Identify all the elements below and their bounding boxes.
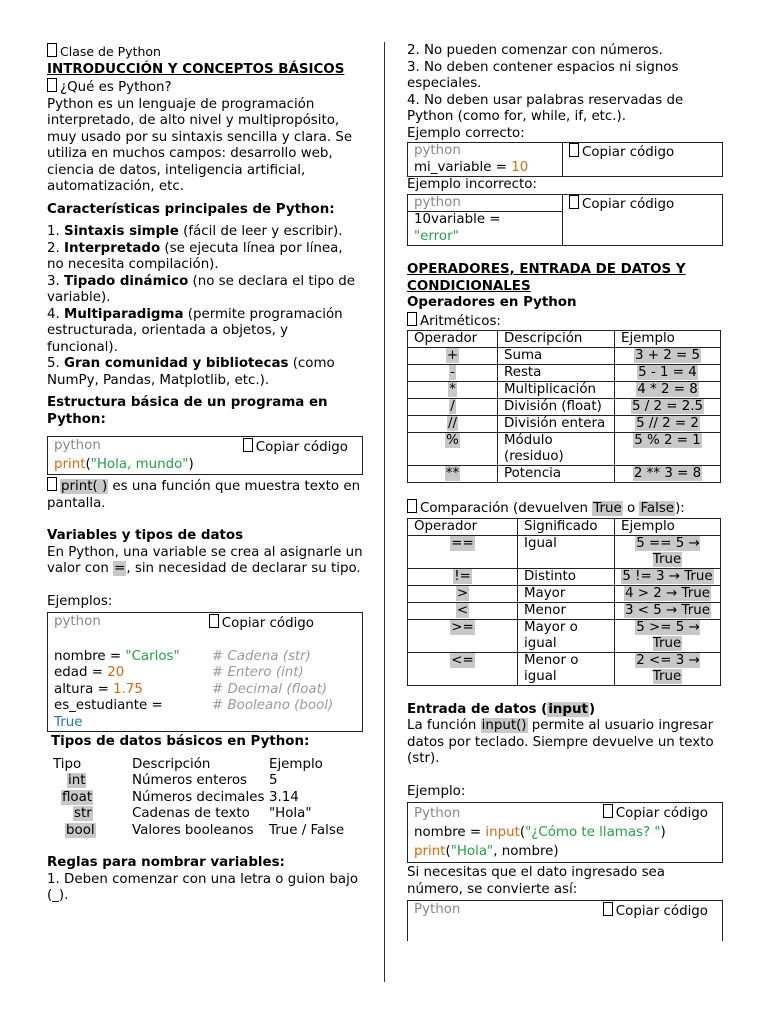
- code-block-convert: [407, 900, 723, 941]
- snake-icon: [47, 78, 57, 92]
- intro-question: ¿Qué es Python?: [47, 78, 363, 97]
- arithmetic-table: Operador Descripción Ejemplo + Suma 3 + 2 = 5 - Resta 5 - 1 = 4 * Multiplicación 4 * 2 = 8 / División (float) 5 / 2 = 2.5 // División entera 5 // 2 = 2 % Módulo (residuo) 5 % 2 = 1 ** Potencia 2 ** 3 = 8: [407, 330, 721, 483]
- copy-code-button[interactable]: Copiar código: [603, 902, 716, 921]
- convert-text: Si necesitas que el dato ingresado sea número, se convierte así:: [407, 865, 665, 897]
- structure-heading: Estructura básica de un programa en Python:: [47, 395, 328, 427]
- book-icon: [47, 43, 57, 57]
- operators-subheading: Operadores en Python: [407, 295, 577, 310]
- variables-heading: Variables y tipos de datos: [47, 528, 244, 543]
- features-list: [47, 224, 363, 389]
- rule-item: 3. No deben contener espacios ni signos especiales.: [407, 59, 679, 91]
- print-note: print( ) es una función que muestra texto en pantalla.: [47, 479, 361, 511]
- code-block-hello: python Copiar código print("Hola, mundo"): [47, 436, 363, 475]
- copy-icon: [569, 195, 579, 209]
- right-column: [407, 43, 723, 943]
- code-block-variables: python Copiar código nombre = "Carlos" # Cadena (str) edad = 20 # Entero (int) altura = 1.75 # Decimal (float) es_estudiante = True # Booleano (bool): [47, 612, 363, 732]
- arithmetic-label: Aritméticos:: [407, 312, 723, 331]
- variables-text: En Python, una variable se crea al asignarle un valor con =, sin necesidad de declarar su tipo.: [47, 544, 363, 576]
- copy-code-button[interactable]: Copiar código: [209, 614, 356, 633]
- code-language: Python: [414, 806, 461, 821]
- table-row: % Módulo (residuo) 5 % 2 = 1: [408, 433, 721, 466]
- table-row: < Menor 3 < 5 → True: [408, 602, 721, 619]
- table-row: == Igual 5 == 5 → True: [408, 535, 721, 568]
- code-language: python: [54, 614, 101, 629]
- table-row: ** Potencia 2 ** 3 = 8: [408, 466, 721, 483]
- input-text: La función input() permite al usuario ingresar datos por teclado. Siempre devuelve un texto (str).: [407, 718, 714, 766]
- copy-icon: [603, 902, 613, 916]
- search-icon: [407, 499, 417, 513]
- types-table: Tipo Descripción Ejemplo int Números enteros 5 float Números decimales 3.14 str Cadenas de texto "Hola" bool Valores booleanos True / False: [53, 756, 345, 838]
- feature-item: 2. Interpretado (se ejecuta línea por línea, no necesita compilación).: [47, 240, 343, 272]
- table-row: > Mayor 4 > 2 → True: [408, 585, 721, 602]
- table-row: * Multiplicación 4 * 2 = 8: [408, 382, 721, 399]
- table-row: != Distinto 5 != 3 → True: [408, 568, 721, 585]
- feature-item: 1. Sintaxis simple (fácil de leer y escribir).: [47, 224, 343, 239]
- table-row: <= Menor o igual 2 <= 3 → True: [408, 652, 721, 685]
- input-example-label: Ejemplo:: [407, 783, 466, 799]
- comparison-table: Operador Significado Ejemplo == Igual 5 == 5 → True != Distinto 5 != 3 → True > Mayor 4 > 2 → True < Menor 3 < 5 → True >= Mayor o igual 5 >= 5 → True <= Menor o igual 2 <= 3 → True: [407, 518, 721, 686]
- table-row: // División entera 5 // 2 = 2: [408, 416, 721, 433]
- copy-code-button[interactable]: Copiar código: [243, 438, 356, 457]
- copy-code-button[interactable]: Copiar código: [569, 145, 674, 160]
- intro-heading: INTRODUCCIÓN Y CONCEPTOS BÁSICOS: [47, 61, 345, 77]
- table-row: - Resta 5 - 1 = 4: [408, 365, 721, 382]
- operators-heading: OPERADORES, ENTRADA DE DATOS Y CONDICIONALES: [407, 262, 686, 294]
- rule-item: 1. Deben comenzar con una letra o guion bajo (_).: [47, 871, 359, 903]
- copy-icon: [209, 614, 219, 628]
- copy-icon: [243, 438, 253, 452]
- input-heading: Entrada de datos (input): [407, 701, 596, 717]
- feature-item: 3. Tipado dinámico (no se declara el tipo de variable).: [47, 273, 356, 305]
- correct-example-label: Ejemplo correcto:: [407, 125, 525, 141]
- rule-item: 2. No pueden comenzar con números.: [407, 43, 663, 58]
- code-language: Python: [414, 902, 461, 917]
- calc-icon: [407, 312, 417, 326]
- incorrect-example-label: Ejemplo incorrecto:: [407, 177, 537, 192]
- types-heading: Tipos de datos básicos en Python:: [51, 734, 310, 749]
- code-block-correct: python mi_variable = 10 Copiar código: [407, 142, 723, 177]
- table-row: / División (float) 5 / 2 = 2.5: [408, 399, 721, 416]
- copy-icon: [603, 804, 613, 818]
- pin-icon: [47, 477, 57, 491]
- table-row: + Suma 3 + 2 = 5: [408, 348, 721, 365]
- copy-icon: [569, 143, 579, 157]
- left-column: [47, 43, 363, 905]
- column-divider: [384, 42, 385, 982]
- code-block-incorrect: python Copiar código 10variable = "error": [407, 194, 723, 247]
- rule-item: 4. No deben usar palabras reservadas de Python (como for, while, if, etc.).: [407, 92, 684, 124]
- table-row: >= Mayor o igual 5 >= 5 → True: [408, 619, 721, 652]
- document-header: Clase de Python: [47, 43, 363, 62]
- features-heading: Características principales de Python:: [47, 201, 335, 217]
- examples-label: Ejemplos:: [47, 593, 113, 609]
- intro-paragraph: Python es un lenguaje de programación interpretado, de alto nivel y multipropósito, muy usado por su sintaxis sencilla y clara. Se utiliza en muchos campos: desarrollo web, ciencia de datos, inteligencia artificial, automatización, etc.: [47, 96, 353, 194]
- code-block-input: Python Copiar código nombre = input("¿Cómo te llamas? ") print("Hola", nombre): [407, 802, 723, 863]
- code-language: python: [54, 438, 101, 453]
- comparison-label: Comparación (devuelven True o False):: [407, 499, 723, 518]
- copy-code-button[interactable]: Copiar código: [569, 197, 674, 212]
- rules-heading: Reglas para nombrar variables:: [47, 855, 285, 870]
- feature-item: 4. Multiparadigma (permite programación estructurada, orientada a objetos, y funcional).: [47, 306, 343, 355]
- copy-code-button[interactable]: Copiar código: [603, 804, 716, 823]
- feature-item: 5. Gran comunidad y bibliotecas (como NumPy, Pandas, Matplotlib, etc.).: [47, 356, 335, 388]
